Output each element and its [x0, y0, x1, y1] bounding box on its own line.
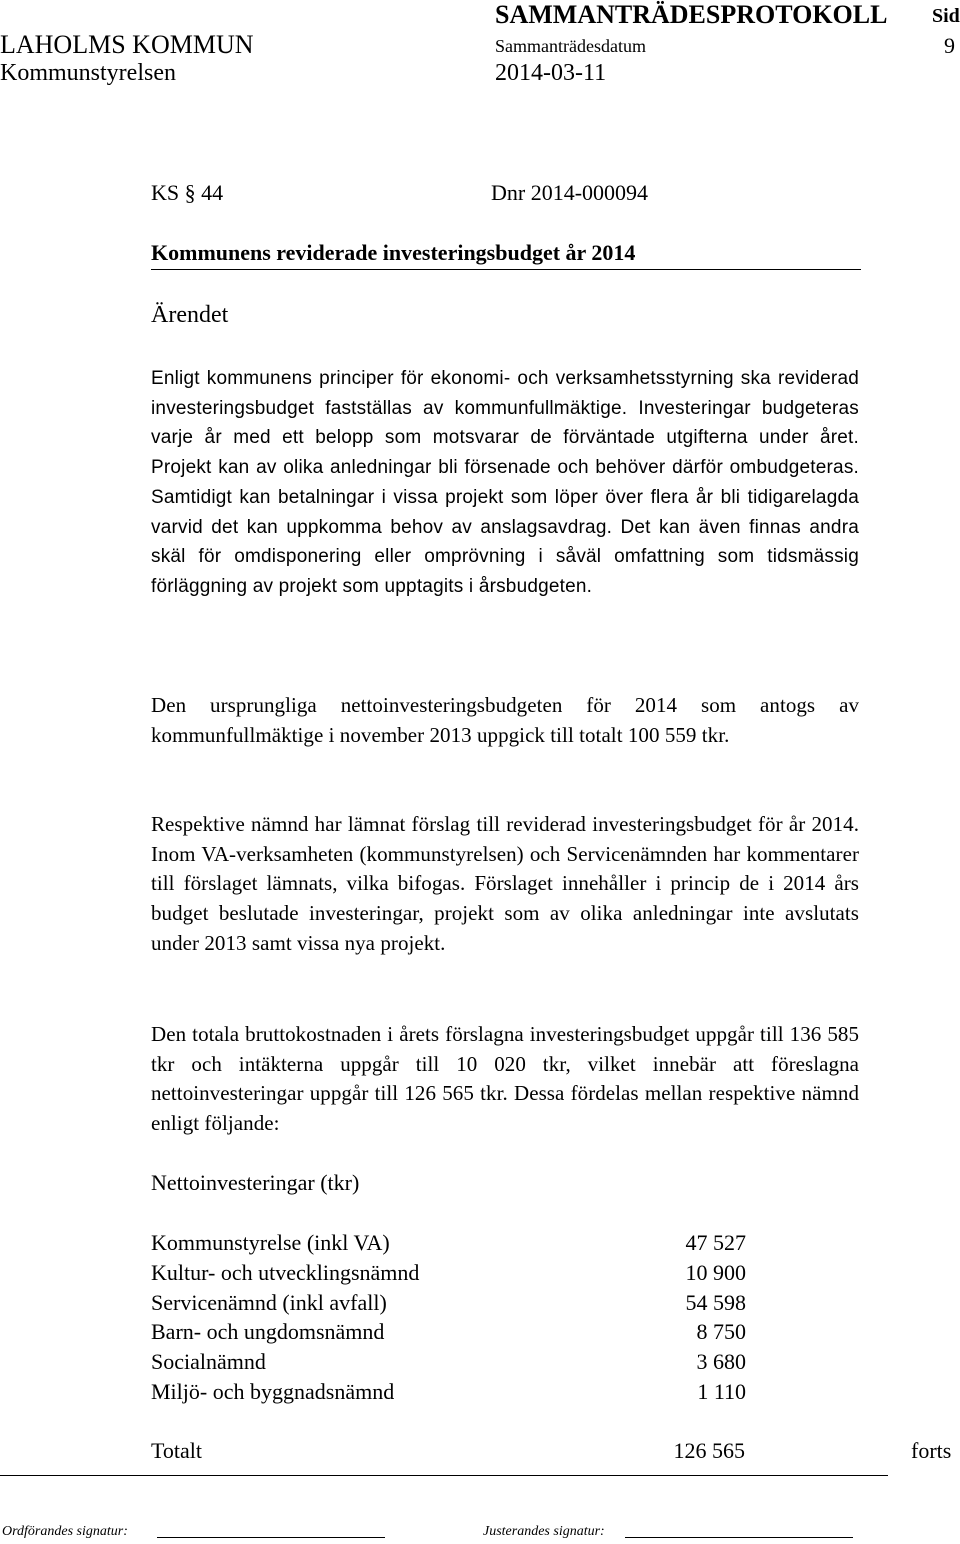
paragraph-background: Enligt kommunens principer för ekonomi- och verksamhetsstyrning ska reviderad investeringsbudget fastställas av kommunfullmäktige. Investeringar budgeteras varje år med ett belopp som motsvarar de förväntade utgifterna under året. Projekt kan av olika anledningar bli försenade och behöver därför ombudgeteras. Samtidigt kan betalningar i vissa projekt som löper över flera år bli tidigarelagda varvid det kan uppkomma behov av anslagsavdrag. Det kan även finnas andra skäl för omdisponering eller omprövning i såväl omfattning som tidsmässig förläggning av projekt som upptagits i årsbudgeten. [151, 368, 859, 597]
row-value: 10 900 [685, 1259, 746, 1285]
net-investments-heading: Nettoinvesteringar (tkr) [151, 1170, 360, 1195]
row-label: Kommunstyrelse (inkl VA) [151, 1230, 390, 1255]
row-value: 1 110 [697, 1378, 746, 1404]
case-registration-number: Dnr 2014-000094 [491, 180, 649, 205]
row-value: 54 598 [685, 1289, 746, 1315]
meeting-date-label: Sammanträdesdatum [495, 36, 646, 56]
row-label: Servicenämnd (inkl avfall) [151, 1289, 387, 1315]
row-label: Barn- och ungdomsnämnd [151, 1319, 385, 1345]
total-value: 126 565 [673, 1438, 745, 1463]
adjuster-signature-line [625, 1537, 853, 1538]
title-underline [151, 269, 861, 270]
page-number: 9 [944, 33, 955, 58]
table-row [151, 1260, 751, 1290]
net-investments-table [151, 1230, 751, 1409]
row-label: Socialnämnd [151, 1349, 266, 1375]
section-heading: Ärendet [151, 302, 229, 328]
table-row [151, 1319, 751, 1349]
row-value: 47 527 [685, 1230, 746, 1255]
paragraph-proposals: Respektive nämnd har lämnat förslag till reviderad investeringsbudget för år 2014. Inom VA-verksamheten (kommunstyrelsen) och Servicenämnden har kommentarer till förslaget lämnats, vilka bifogas. Förslaget innehåller i princip de i 2014 års budget beslutade investeringar, projekt som av olika anledningar inte avslutats under 2013 samt vissa nya projekt. [151, 812, 859, 955]
row-value: 3 680 [696, 1349, 746, 1375]
paragraph-totals: Den totala bruttokostnaden i årets förslagna investeringsbudget uppgår till 136 585 tkr och intäkterna uppgår till 10 020 tkr, vilket innebär att föreslagna nettoinvesteringar uppgår till 126 565 tkr. Dessa fördelas mellan respektive nämnd enligt följande: [151, 1022, 859, 1136]
protocol-title: SAMMANTRÄDESPROTOKOLL [495, 0, 888, 29]
case-title: Kommunens reviderade investeringsbudget år 2014 [151, 240, 636, 265]
chair-signature-label: Ordförandes signatur: [2, 1524, 128, 1539]
paragraph-original-budget: Den ursprungliga nettoinvesteringsbudgeten för 2014 som antogs av kommunfullmäktige i november 2013 uppgick till totalt 100 559 tkr. [151, 693, 859, 747]
row-label: Kultur- och utvecklingsnämnd [151, 1259, 420, 1285]
meeting-date: 2014-03-11 [495, 60, 607, 86]
total-label: Totalt [151, 1438, 203, 1463]
municipality-name: LAHOLMS KOMMUN [0, 30, 254, 59]
page-label: Sid [932, 5, 960, 27]
total-divider [0, 1475, 888, 1476]
case-section-number: KS § 44 [151, 180, 224, 205]
table-row [151, 1290, 751, 1320]
continues-marker: forts [911, 1438, 952, 1463]
adjuster-signature-label: Justerandes signatur: [483, 1524, 605, 1539]
chair-signature-line [157, 1537, 385, 1538]
row-label: Miljö- och byggnadsnämnd [151, 1378, 395, 1404]
table-row [151, 1379, 751, 1409]
committee-name: Kommunstyrelsen [0, 60, 176, 86]
table-row [151, 1230, 751, 1260]
row-value: 8 750 [696, 1319, 746, 1345]
table-row [151, 1349, 751, 1379]
